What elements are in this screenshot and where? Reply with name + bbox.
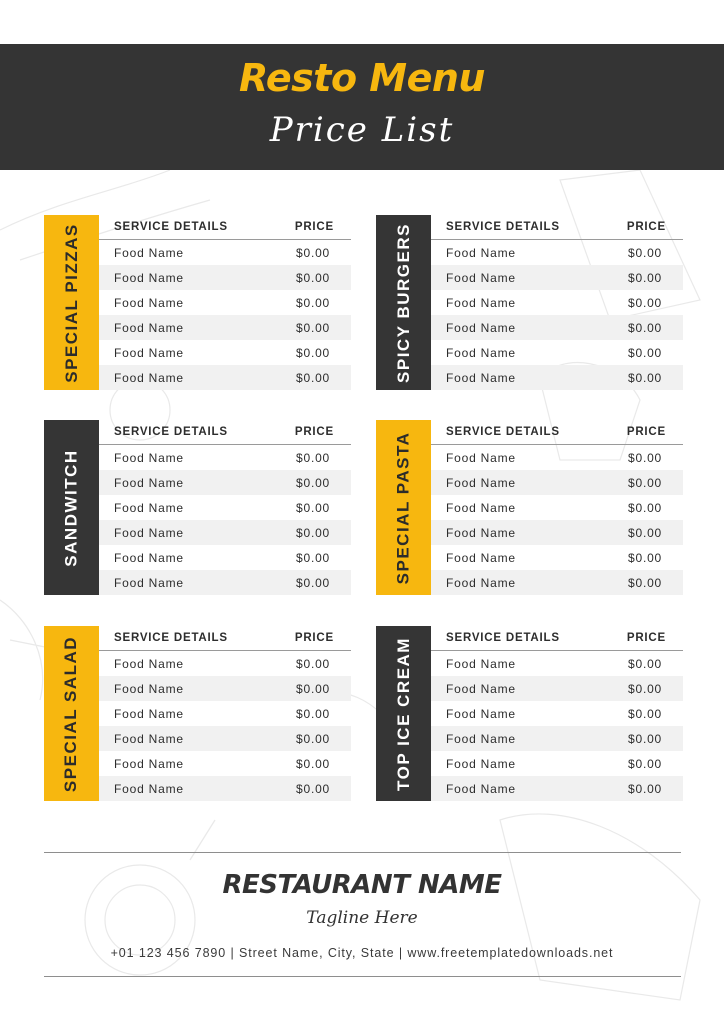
price-table (431, 626, 683, 801)
menu-section (376, 215, 683, 390)
column-header-price: PRICE (626, 632, 666, 644)
price-table (99, 215, 351, 390)
table-header (99, 626, 351, 651)
food-name: Food Name (446, 657, 516, 671)
column-header-service: SERVICE DETAILS (114, 426, 228, 438)
table-row (431, 495, 683, 520)
menu-header (0, 44, 724, 170)
table-row (99, 776, 351, 801)
food-price: $0.00 (628, 501, 663, 515)
column-header-service: SERVICE DETAILS (114, 221, 228, 233)
section-label (44, 215, 99, 390)
table-row (431, 520, 683, 545)
food-price: $0.00 (296, 271, 331, 285)
table-header (431, 215, 683, 240)
column-header-price: PRICE (626, 426, 666, 438)
food-name: Food Name (114, 551, 184, 565)
food-name: Food Name (114, 346, 184, 360)
food-price: $0.00 (296, 476, 331, 490)
table-header (99, 420, 351, 445)
food-price: $0.00 (296, 682, 331, 696)
restaurant-tagline: Tagline Here (306, 908, 418, 928)
price-table (99, 420, 351, 595)
menu-title: Resto Menu (239, 56, 485, 100)
table-row (99, 676, 351, 701)
menu-section (44, 420, 351, 595)
table-row (99, 701, 351, 726)
table-row (99, 520, 351, 545)
food-price: $0.00 (628, 576, 663, 590)
table-row (99, 470, 351, 495)
column-header-service: SERVICE DETAILS (446, 221, 560, 233)
column-header-price: PRICE (294, 632, 334, 644)
table-row (431, 315, 683, 340)
section-label (44, 420, 99, 595)
food-price: $0.00 (296, 501, 331, 515)
section-title: SANDWITCH (61, 448, 81, 567)
food-name: Food Name (114, 246, 184, 260)
column-header-service: SERVICE DETAILS (114, 632, 228, 644)
food-name: Food Name (114, 321, 184, 335)
table-row (431, 570, 683, 595)
food-price: $0.00 (296, 296, 331, 310)
food-price: $0.00 (628, 657, 663, 671)
food-name: Food Name (114, 782, 184, 796)
food-name: Food Name (446, 551, 516, 565)
food-price: $0.00 (296, 757, 331, 771)
price-table (431, 420, 683, 595)
food-price: $0.00 (296, 346, 331, 360)
food-name: Food Name (114, 476, 184, 490)
food-name: Food Name (114, 271, 184, 285)
food-price: $0.00 (628, 476, 663, 490)
table-row (431, 545, 683, 570)
menu-section (376, 420, 683, 595)
column-header-service: SERVICE DETAILS (446, 426, 560, 438)
footer-divider-top (44, 852, 681, 853)
table-row (431, 751, 683, 776)
table-row (431, 340, 683, 365)
table-header (99, 215, 351, 240)
column-header-price: PRICE (294, 426, 334, 438)
food-price: $0.00 (628, 782, 663, 796)
food-name: Food Name (446, 346, 516, 360)
food-name: Food Name (446, 451, 516, 465)
table-row (431, 445, 683, 470)
food-price: $0.00 (628, 296, 663, 310)
food-price: $0.00 (628, 246, 663, 260)
table-row (99, 365, 351, 390)
food-name: Food Name (446, 296, 516, 310)
table-row (99, 265, 351, 290)
food-name: Food Name (114, 501, 184, 515)
section-title: SPECIAL PASTA (393, 431, 413, 584)
food-price: $0.00 (628, 707, 663, 721)
section-title: SPICY BURGERS (393, 222, 413, 383)
table-row (431, 776, 683, 801)
food-name: Food Name (446, 371, 516, 385)
food-price: $0.00 (296, 451, 331, 465)
food-price: $0.00 (628, 271, 663, 285)
food-price: $0.00 (628, 451, 663, 465)
food-price: $0.00 (628, 551, 663, 565)
food-name: Food Name (446, 757, 516, 771)
food-name: Food Name (446, 732, 516, 746)
food-price: $0.00 (628, 526, 663, 540)
price-table (431, 215, 683, 390)
section-label (376, 626, 431, 801)
menu-section (44, 626, 351, 801)
section-label (376, 420, 431, 595)
table-header (431, 420, 683, 445)
food-name: Food Name (114, 526, 184, 540)
food-name: Food Name (446, 246, 516, 260)
section-label (376, 215, 431, 390)
food-price: $0.00 (628, 346, 663, 360)
table-row (99, 290, 351, 315)
column-header-service: SERVICE DETAILS (446, 632, 560, 644)
food-price: $0.00 (296, 246, 331, 260)
footer-divider-bottom (44, 976, 681, 977)
restaurant-name: RESTAURANT NAME (222, 870, 502, 900)
section-title: SPECIAL PIZZAS (61, 222, 81, 383)
table-row (99, 570, 351, 595)
column-header-price: PRICE (294, 221, 334, 233)
food-price: $0.00 (296, 782, 331, 796)
food-price: $0.00 (296, 657, 331, 671)
table-row (99, 445, 351, 470)
section-title: TOP ICE CREAM (393, 636, 413, 791)
table-row (99, 340, 351, 365)
price-table (99, 626, 351, 801)
table-row (431, 365, 683, 390)
food-name: Food Name (114, 296, 184, 310)
food-price: $0.00 (628, 682, 663, 696)
food-price: $0.00 (296, 321, 331, 335)
table-row (99, 315, 351, 340)
food-name: Food Name (446, 682, 516, 696)
column-header-price: PRICE (626, 221, 666, 233)
food-price: $0.00 (628, 371, 663, 385)
food-name: Food Name (114, 371, 184, 385)
food-name: Food Name (114, 707, 184, 721)
food-name: Food Name (114, 451, 184, 465)
food-name: Food Name (446, 271, 516, 285)
menu-section (376, 626, 683, 801)
table-row (431, 676, 683, 701)
food-price: $0.00 (628, 757, 663, 771)
table-row (99, 240, 351, 265)
table-row (99, 726, 351, 751)
table-row (431, 265, 683, 290)
food-price: $0.00 (296, 371, 331, 385)
table-row (99, 545, 351, 570)
food-price: $0.00 (296, 732, 331, 746)
menu-section (44, 215, 351, 390)
contact-info: +01 123 456 7890 | Street Name, City, State | www.freetemplatedownloads.net (110, 946, 614, 960)
table-row (431, 240, 683, 265)
food-price: $0.00 (296, 576, 331, 590)
table-row (431, 701, 683, 726)
food-name: Food Name (446, 526, 516, 540)
table-row (431, 726, 683, 751)
table-row (99, 495, 351, 520)
food-name: Food Name (114, 732, 184, 746)
food-price: $0.00 (628, 732, 663, 746)
food-name: Food Name (114, 757, 184, 771)
food-price: $0.00 (628, 321, 663, 335)
food-price: $0.00 (296, 526, 331, 540)
food-price: $0.00 (296, 551, 331, 565)
section-title: SPECIAL SALAD (61, 635, 81, 792)
food-name: Food Name (446, 501, 516, 515)
section-label (44, 626, 99, 801)
menu-subtitle: Price List (269, 110, 455, 150)
table-row (431, 651, 683, 676)
food-name: Food Name (114, 682, 184, 696)
food-name: Food Name (114, 657, 184, 671)
food-name: Food Name (446, 576, 516, 590)
table-row (99, 751, 351, 776)
food-name: Food Name (114, 576, 184, 590)
food-name: Food Name (446, 476, 516, 490)
table-row (431, 290, 683, 315)
table-row (431, 470, 683, 495)
food-name: Food Name (446, 321, 516, 335)
table-header (431, 626, 683, 651)
table-row (99, 651, 351, 676)
food-name: Food Name (446, 707, 516, 721)
food-name: Food Name (446, 782, 516, 796)
food-price: $0.00 (296, 707, 331, 721)
